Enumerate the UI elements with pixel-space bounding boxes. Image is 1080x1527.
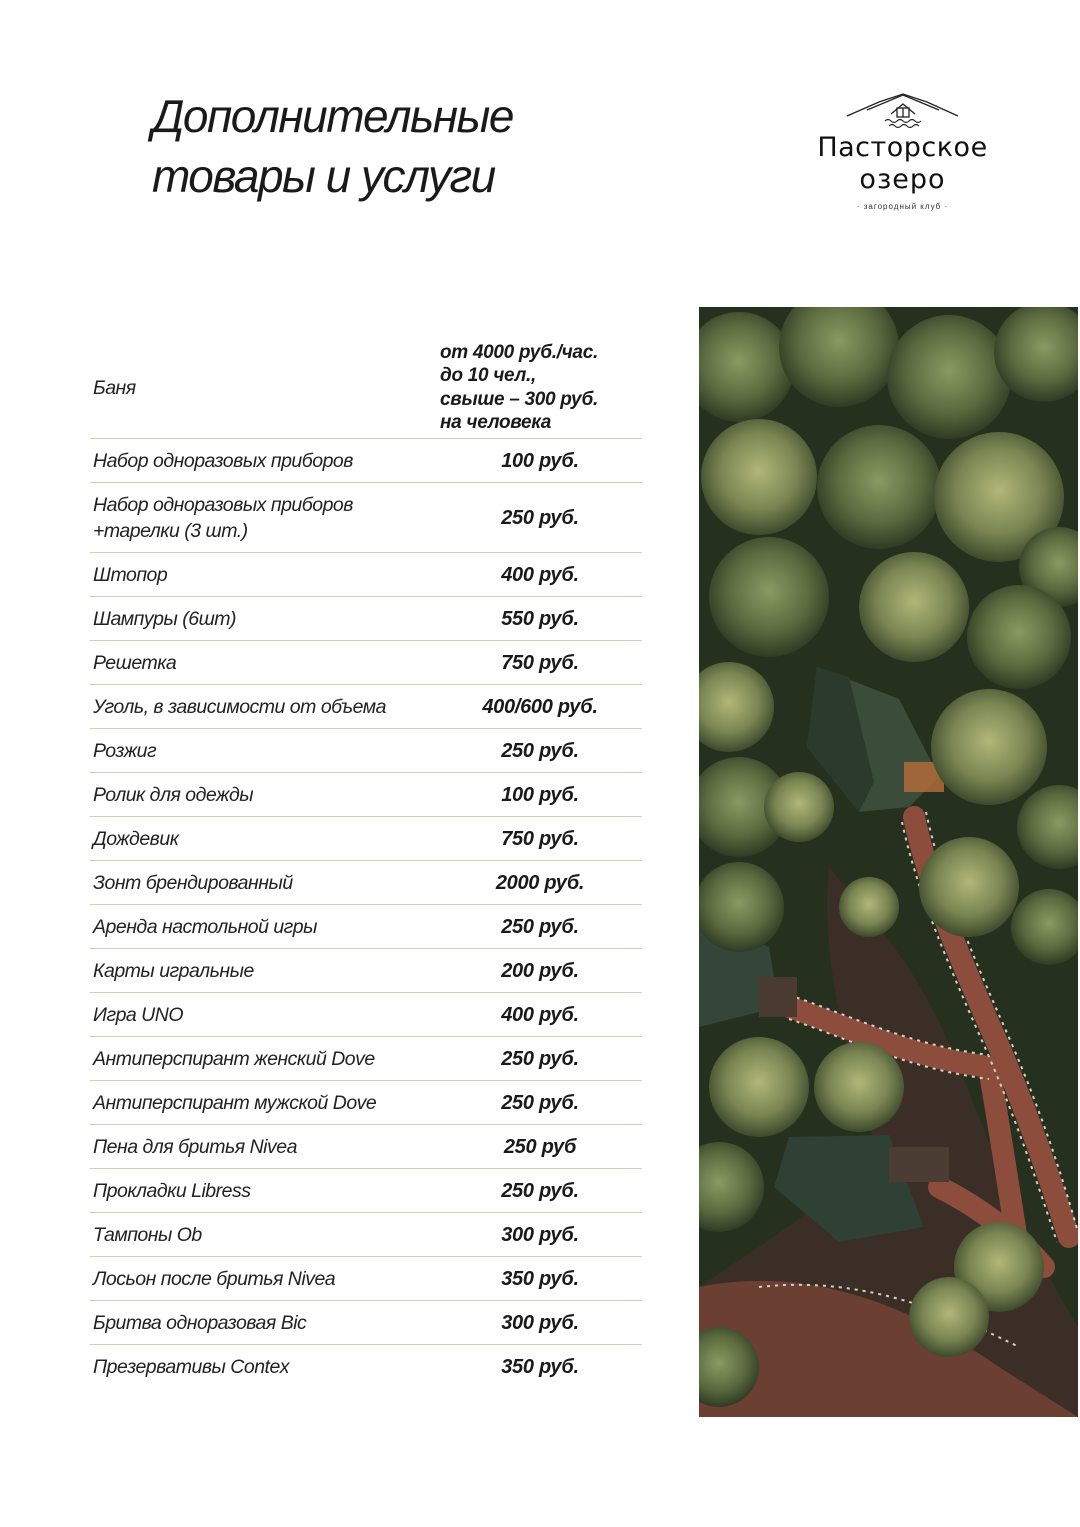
item-price: 350 руб. (501, 1267, 579, 1290)
item-name (90, 492, 438, 544)
price-row (90, 553, 642, 597)
item-price-line: свыше – 300 руб. (440, 388, 598, 410)
item-price: 750 руб. (501, 651, 579, 674)
item-price: 750 руб. (501, 827, 579, 850)
item-price: 2000 руб. (495, 871, 585, 894)
item-name: Презервативы Contex (93, 1356, 290, 1378)
item-price: 200 руб. (501, 959, 579, 982)
price-row (90, 861, 642, 905)
page-title-line-2: товары и услуги (152, 150, 495, 202)
price-row (90, 1213, 642, 1257)
item-price: 250 руб. (501, 1091, 579, 1114)
item-price: 400/600 руб. (482, 695, 598, 718)
house-lake-icon (845, 92, 960, 130)
item-price: 400 руб. (501, 1003, 579, 1026)
price-row (90, 337, 642, 439)
item-price (438, 341, 642, 435)
forest-aerial-illustration (699, 307, 1078, 1417)
item-price: 250 руб. (501, 915, 579, 938)
item-name: Игра UNO (93, 1003, 184, 1026)
price-row (90, 597, 642, 641)
price-row (90, 1037, 642, 1081)
item-name: Карты игральные (93, 959, 254, 982)
item-price: 300 руб. (501, 1311, 579, 1334)
item-name: Зонт брендированный (93, 871, 293, 894)
item-name: Пена для бритья Nivea (93, 1135, 297, 1158)
item-price: 400 руб. (501, 563, 579, 586)
price-row (90, 1345, 642, 1389)
price-row (90, 439, 642, 483)
item-price: 250 руб (503, 1135, 577, 1158)
item-name: Дождевик (93, 827, 179, 850)
item-name: Розжиг (93, 739, 157, 762)
item-price-line: на человека (440, 412, 552, 433)
page-title-line-1: Дополнительные (152, 90, 513, 142)
item-name: Бритва одноразовая Bic (93, 1311, 307, 1334)
price-row (90, 1257, 642, 1301)
item-name: Аренда настольной игры (93, 915, 317, 938)
price-row (90, 1169, 642, 1213)
item-name: Ролик для одежды (93, 783, 254, 806)
price-list (90, 337, 642, 1389)
item-price: 250 руб. (501, 739, 579, 762)
item-price: 300 руб. (501, 1223, 579, 1246)
page-title (152, 86, 513, 206)
item-name: Решетка (93, 651, 177, 674)
item-price: 100 руб. (501, 783, 579, 806)
brand-name-line-1: Пасторское (817, 132, 988, 163)
price-row (90, 483, 642, 553)
price-row (90, 949, 642, 993)
item-name: Шампуры (6шт) (93, 607, 237, 630)
price-row (90, 641, 642, 685)
item-name: Антиперспирант женский Dove (93, 1047, 375, 1070)
item-name-line: Набор одноразовых приборов (93, 493, 353, 516)
item-name: Антиперспирант мужской Dove (93, 1091, 377, 1114)
item-price: 250 руб. (501, 1179, 579, 1202)
brand-name-line-2: озеро (859, 164, 946, 195)
item-price: 350 руб. (501, 1356, 579, 1378)
price-row (90, 1081, 642, 1125)
item-name-line: +тарелки (3 шт.) (93, 519, 248, 542)
item-price: 550 руб. (501, 607, 579, 630)
item-price: 250 руб. (501, 1047, 579, 1070)
item-name: Штопор (93, 563, 168, 586)
item-name: Баня (93, 376, 136, 399)
item-name: Тампоны Ob (93, 1223, 202, 1246)
price-row (90, 993, 642, 1037)
price-row (90, 1125, 642, 1169)
price-row (90, 905, 642, 949)
brand-logo (805, 92, 1000, 217)
item-name: Набор одноразовых приборов (93, 449, 353, 472)
item-price: 100 руб. (501, 449, 579, 472)
price-row (90, 1301, 642, 1345)
price-row (90, 817, 642, 861)
item-name: Прокладки Libress (93, 1179, 251, 1202)
item-name: Лосьон после бритья Nivea (93, 1267, 336, 1290)
item-price: 250 руб. (501, 506, 579, 529)
item-name: Уголь, в зависимости от объема (93, 695, 386, 718)
forest-aerial-photo (699, 307, 1078, 1417)
price-row (90, 729, 642, 773)
item-price-line: от 4000 руб./час. (440, 341, 598, 363)
item-price-line: до 10 чел., (440, 365, 536, 386)
brand-tagline: · загородный клуб · (856, 202, 949, 211)
price-row (90, 773, 642, 817)
price-row (90, 685, 642, 729)
